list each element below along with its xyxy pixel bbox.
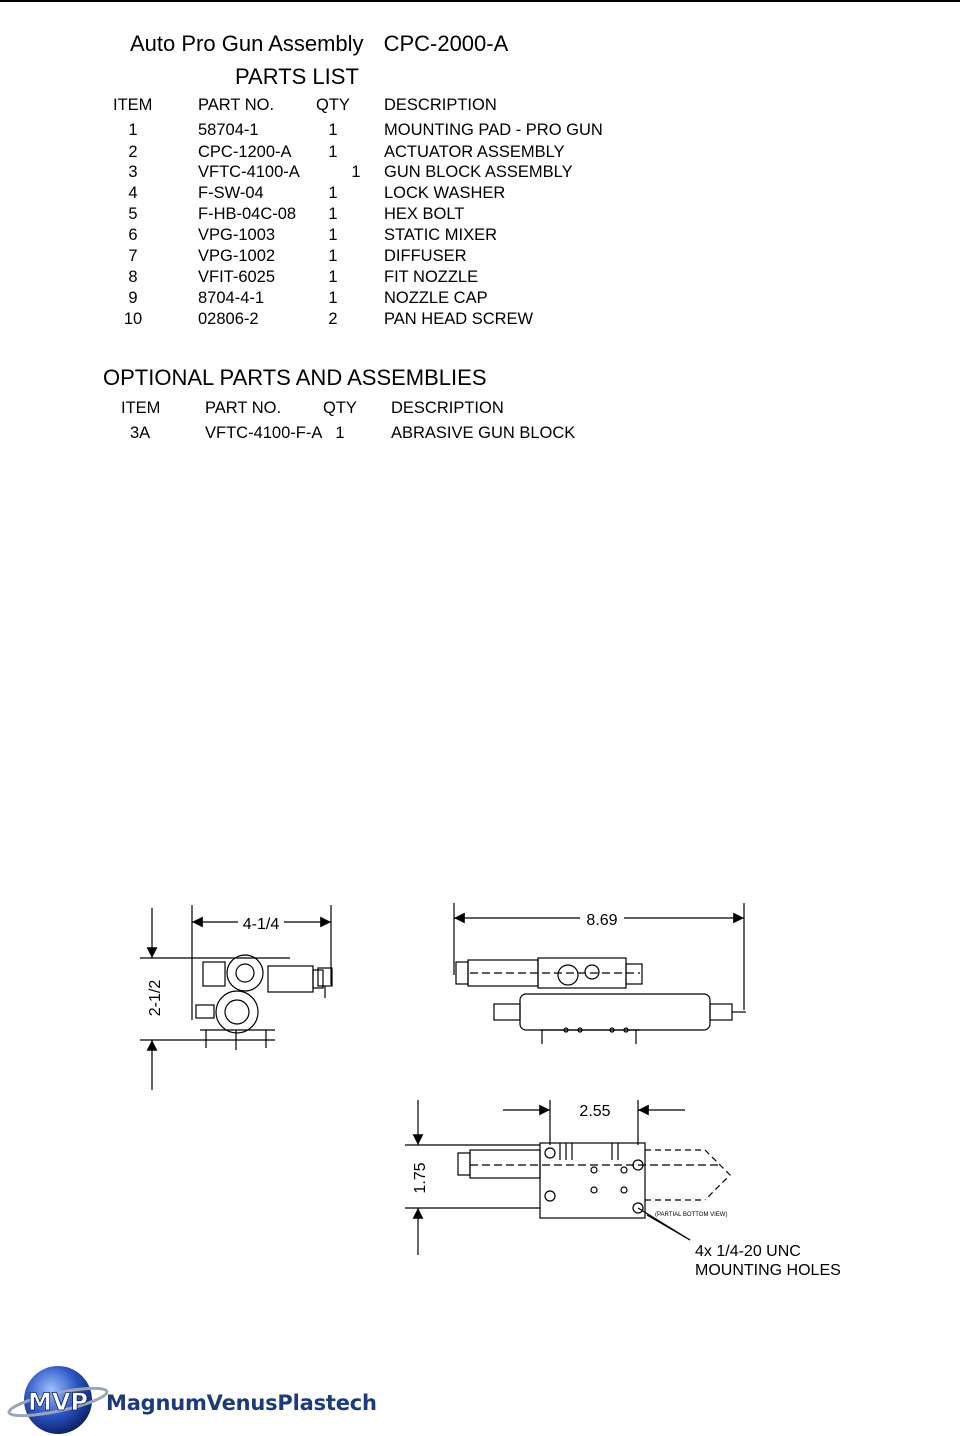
- column-header: ITEM: [113, 96, 153, 114]
- table-cell-description: FIT NOZZLE: [384, 268, 479, 286]
- table-cell-description: HEX BOLT: [384, 205, 465, 223]
- table-cell-qty: 1: [328, 289, 338, 307]
- table-cell-qty: 2: [328, 310, 338, 328]
- table-cell-part-no: F-SW-04: [198, 184, 264, 202]
- table-cell-item: 3A: [130, 424, 151, 442]
- table-cell-part-no: VFIT-6025: [198, 268, 276, 286]
- column-header: PART NO.: [198, 96, 275, 114]
- column-header: DESCRIPTION: [384, 96, 497, 114]
- table-cell-part-no: 8704-4-1: [198, 289, 265, 307]
- table-cell-part-no: CPC-1200-A: [198, 143, 292, 161]
- table-cell-description: MOUNTING PAD - PRO GUN: [384, 121, 603, 139]
- table-cell-qty: 1: [328, 143, 338, 161]
- table-cell-description: LOCK WASHER: [384, 184, 506, 202]
- bottom-view: [405, 1100, 730, 1255]
- table-cell-item: 8: [128, 268, 138, 286]
- table-cell-item: 7: [128, 247, 138, 265]
- table-cell-description: ACTUATOR ASSEMBLY: [384, 143, 565, 161]
- dim-bottom-height: 1.75: [412, 1162, 429, 1194]
- callout-line-2: MOUNTING HOLES: [695, 1262, 841, 1279]
- dim-side-length: 8.69: [586, 912, 618, 929]
- table-cell-part-no: VPG-1003: [198, 226, 276, 244]
- table-cell-part-no: 02806-2: [198, 310, 259, 328]
- table-cell-item: 4: [128, 184, 138, 202]
- table-cell-item: 10: [123, 310, 143, 328]
- partial-view-label: (PARTIAL BOTTOM VIEW): [655, 1212, 728, 1218]
- table-cell-part-no: VFTC-4100-F-A: [205, 424, 323, 442]
- table-cell-description: PAN HEAD SCREW: [384, 310, 534, 328]
- table-cell-item: 6: [128, 226, 138, 244]
- table-cell-description: GUN BLOCK ASSEMBLY: [384, 163, 573, 181]
- table-cell-item: 1: [128, 121, 138, 139]
- end-view: [140, 905, 332, 1090]
- parts-list-heading: PARTS LIST: [235, 64, 359, 89]
- model-code: CPC-2000-A: [383, 31, 509, 56]
- title-text: Auto Pro Gun Assembly: [130, 31, 364, 56]
- table-cell-part-no: F-HB-04C-08: [198, 205, 297, 223]
- table-cell-qty: 1: [328, 121, 338, 139]
- table-cell-qty: 1: [328, 226, 338, 244]
- table-cell-item: 5: [128, 205, 138, 223]
- company-name: MagnumVenusPlastech: [106, 1391, 377, 1415]
- table-cell-description: ABRASIVE GUN BLOCK: [391, 424, 576, 442]
- column-header: ITEM: [121, 399, 161, 417]
- dim-end-height: 2-1/2: [147, 979, 164, 1017]
- table-cell-item: 3: [128, 163, 138, 181]
- optional-parts-heading: OPTIONAL PARTS AND ASSEMBLIES: [103, 365, 487, 390]
- table-cell-description: DIFFUSER: [384, 247, 467, 265]
- table-cell-qty: 1: [335, 424, 345, 442]
- table-cell-item: 2: [128, 143, 138, 161]
- table-cell-item: 9: [128, 289, 138, 307]
- table-cell-qty: 1: [328, 268, 338, 286]
- column-header: PART NO.: [205, 399, 282, 417]
- table-cell-description: NOZZLE CAP: [384, 289, 488, 307]
- table-cell-part-no: VFTC-4100-A: [198, 163, 300, 181]
- table-cell-qty: 1: [328, 205, 338, 223]
- dim-end-width: 4-1/4: [242, 916, 280, 933]
- dim-mount-spacing: 2.55: [579, 1103, 611, 1120]
- table-cell-qty: 1: [328, 184, 338, 202]
- logo-mark-text: MVP: [27, 1388, 89, 1416]
- table-cell-part-no: 58704-1: [198, 121, 259, 139]
- table-cell-description: STATIC MIXER: [384, 226, 498, 244]
- callout-line-1: 4x 1/4-20 UNC: [695, 1243, 801, 1260]
- column-header: QTY: [323, 399, 357, 417]
- column-header: DESCRIPTION: [391, 399, 504, 417]
- table-cell-qty: 1: [351, 163, 361, 181]
- table-cell-part-no: VPG-1002: [198, 247, 276, 265]
- column-header: QTY: [316, 96, 350, 114]
- table-cell-qty: 1: [328, 247, 338, 265]
